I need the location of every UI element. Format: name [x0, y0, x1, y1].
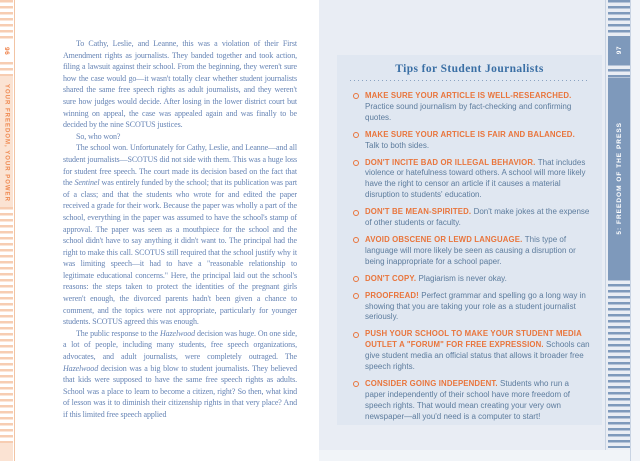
- italic-text: Hazelwood: [159, 328, 196, 338]
- tip-text: Practice sound journalism by fact-checking and confirming quotes.: [365, 101, 572, 122]
- left-page-body: [63, 38, 297, 421]
- tip-text: Students who run a paper independently of their school have more freedom of speech rights. That would mean creating your very own newspaper—all you'd need is a computer to start!: [365, 378, 571, 421]
- stripe-pattern: [608, 63, 630, 78]
- body-text-segment: The public response to the: [76, 328, 160, 338]
- stripe-pattern: [0, 207, 13, 443]
- tip-lead: DON'T INCITE BAD OR ILLEGAL BEHAVIOR.: [365, 157, 538, 167]
- tip-item: [352, 235, 590, 268]
- tip-lead: PROOFREAD!: [365, 290, 422, 300]
- left-page: [0, 0, 319, 461]
- bullet-circle-icon: [353, 93, 359, 99]
- stripe-pattern: [608, 0, 630, 37]
- tip-text: That includes violence or hatefulness toward others. A school will more likely have the right to censor an article if it causes a material disruption to students' education.: [365, 157, 586, 200]
- bullet-circle-icon: [353, 210, 359, 216]
- left-sidebar-label: YOUR FREEDOM, YOUR POWER: [3, 84, 10, 202]
- italic-text: Sentinel: [74, 178, 100, 188]
- bullet-circle-icon: [353, 160, 359, 166]
- bullet-circle-icon: [353, 276, 359, 282]
- bullet-circle-icon: [353, 132, 359, 138]
- tip-text: Don't make jokes at the expense of other students or faculty.: [365, 207, 590, 228]
- tips-list: [352, 91, 590, 423]
- dotted-divider: [350, 80, 590, 82]
- left-strip-foot: [0, 443, 13, 461]
- italic-text: Hazelwood: [63, 363, 99, 373]
- body-text-segment: decision was huge. On one side, a lot of people, including many students, free speech organizations, advocates, and adult journalists, were completely outraged. The: [63, 328, 297, 362]
- stripe-pattern: [608, 278, 630, 448]
- right-page-number: 97: [615, 45, 623, 55]
- right-page-bottom-edge: [319, 450, 640, 461]
- body-text-segment: So, who won?: [76, 131, 121, 141]
- right-edge-strip: [608, 0, 630, 461]
- body-paragraph: [63, 131, 297, 143]
- bullet-circle-icon: [353, 381, 359, 387]
- tip-text: Schools can give student media an official status that allows it broader free speech rights.: [365, 340, 590, 372]
- left-vertical-rule: [14, 0, 16, 461]
- tip-text: This type of language will more likely be seen as causing a disruption or being inappropriate for a school paper.: [365, 234, 576, 266]
- tips-box: [337, 55, 602, 425]
- tips-title: Tips for Student Journalists: [395, 63, 544, 75]
- tip-item: [352, 158, 590, 202]
- body-text-segment: The school won. Unfortunately for Cathy, Leslie, and Leanne—and all student journalists—SCOTUS did not side with them. This was a huge loss for student free speech. The court made its decision based on the fact that the: [63, 143, 297, 188]
- tip-item: [352, 91, 590, 124]
- bullet-circle-icon: [353, 332, 359, 338]
- tip-text: Perfect grammar and spelling go a long way in showing that you are taking your role as a student journalist seriously.: [365, 290, 586, 322]
- right-vertical-rule: [605, 0, 607, 461]
- tip-item: [352, 291, 590, 324]
- right-page-outer-edge: [630, 0, 640, 461]
- body-paragraph: [63, 142, 297, 328]
- tip-lead: DON'T COPY.: [365, 273, 419, 283]
- body-paragraph: [63, 328, 297, 421]
- bullet-circle-icon: [353, 293, 359, 299]
- left-page-number: 96: [2, 46, 10, 56]
- right-sidebar-label-block: [608, 78, 630, 278]
- tip-item: [352, 207, 590, 229]
- tip-lead: CONSIDER GOING INDEPENDENT.: [365, 378, 501, 388]
- tip-item: [352, 130, 590, 152]
- tip-lead: DON'T BE MEAN-SPIRITED.: [365, 207, 474, 217]
- tip-item: [352, 379, 590, 423]
- tip-item: [352, 274, 590, 285]
- right-page: [319, 0, 640, 461]
- body-text-segment: To Cathy, Leslie, and Leanne, this was a violation of their First Amendment rights as journalists. They banded together and took action, filing a lawsuit against their school. From the beginning, they weren't sure how the case would go—it wasn't totally clear whether student journalists shared the same free speech rights as adult journalists, and they weren't sure how judges would decide. After losing in the lower district court but winning on appeal, the case was appealed again and was finally to be decided by the nine SCOTUS justices.: [63, 39, 297, 130]
- right-sidebar-label: 5: FREEDOM OF THE PRESS: [615, 121, 623, 235]
- tip-lead: AVOID OBSCENE OR LEWD LANGUAGE.: [365, 234, 525, 244]
- stripe-pattern: [0, 62, 13, 76]
- tip-lead: MAKE SURE YOUR ARTICLE IS WELL-RESEARCHED.: [365, 91, 572, 100]
- left-page-number-box: [0, 40, 13, 62]
- tip-item: [352, 329, 590, 373]
- left-sidebar-label-block: [0, 76, 13, 207]
- body-text-segment: was entirely funded by the school; that its publication was part of a class; and that the students who wrote for and edited the paper received a grade for their work. Because the paper was wholly a part of the school, everything in the paper was assumed to have the school's stamp of approval. The paper was seen as a mouthpiece for the school and the school didn't have to say anything it didn't want to. The principal had the right to make this call. SCOTUS still required that the school justify why it was limiting speech—it had to have a "reasonable relationship to legitimate educational concerns." Here, the principal laid out the school's reasons: the steps taken to protect the identities of the pregnant girls weren't enough, the divorced parents hadn't been given a chance to comment, and the topics were not appropriate, particularly for younger students. SCOTUS agreed this was enough.: [63, 178, 298, 327]
- tip-text: Plagiarism is never okay.: [418, 273, 507, 283]
- body-paragraph: [63, 38, 297, 131]
- stripe-pattern: [0, 0, 13, 40]
- left-edge-strip: [0, 0, 13, 461]
- tip-lead: MAKE SURE YOUR ARTICLE IS FAIR AND BALANCED.: [365, 129, 575, 139]
- right-page-number-box: [608, 37, 630, 63]
- bullet-circle-icon: [353, 237, 359, 243]
- tip-lead: PUSH YOUR SCHOOL TO MAKE YOUR STUDENT MEDIA OUTLET A "FORUM" FOR FREE EXPRESSION.: [365, 329, 582, 350]
- tip-text: Talk to both sides.: [365, 140, 430, 150]
- body-text-segment: decision was a big blow to student journalists. They believed that kids were supposed to have the same free speech rights as adults. School was a place to learn to become a citizen, right? So then, what kind of lesson was it to diminish their citizenship rights in that very place? And if this limited free speech applied: [63, 363, 297, 419]
